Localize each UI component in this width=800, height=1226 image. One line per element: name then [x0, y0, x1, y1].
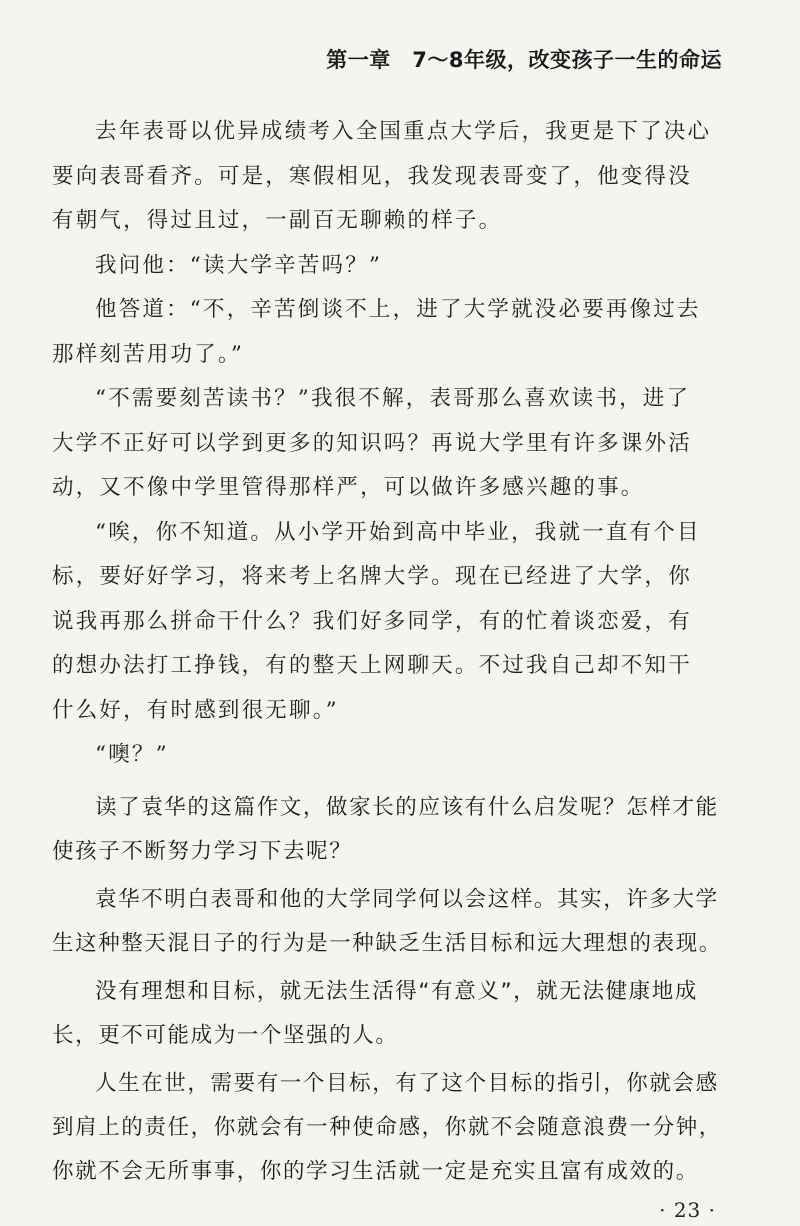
page-number: · 23 · — [659, 1198, 716, 1222]
essay-paragraph: “噢？” — [95, 742, 169, 767]
commentary-paragraph: 读了袁华的这篇作文，做家长的应该有什么启发呢？怎样才能使孩子不断努力学习下去呢？ — [52, 795, 719, 864]
student-essay-excerpt — [52, 110, 712, 778]
essay-paragraph: 我问他：“读大学辛苦吗？” — [95, 252, 383, 278]
essay-paragraph: “不需要刻苦读书？”我很不解，表哥那么喜欢读书，进了大学不正好可以学到更多的知识吗？再说大学里有许多课外活动，又不像中学里管得那样严，可以做许多感兴趣的事。 — [52, 386, 692, 500]
running-header: 第一章 7～8年级，改变孩子一生的命运 — [326, 48, 722, 72]
essay-paragraph: 去年表哥以优异成绩考入全国重点大学后，我更是下了决心要向表哥看齐。可是，寒假相见，我发现表哥变了，他变得没有朝气，得过且过，一副百无聊赖的样子。 — [52, 119, 712, 233]
commentary-paragraph: 没有理想和目标，就无法生活得“有意义”，就无法健康地成长，更不可能成为一个坚强的人。 — [52, 979, 698, 1048]
essay-paragraph: “唉，你不知道。从小学开始到高中毕业，我就一直有个目标，要好好学习，将来考上名牌大学。现在已经进了大学，你说我再那么拼命干什么？我们好多同学，有的忙着谈恋爱，有的想办法打工挣钱，有的整天上网聊天。不过我自己却不知干什么好，有时感到很无聊。” — [52, 519, 701, 723]
essay-paragraph: 他答道：“不，辛苦倒谈不上，进了大学就没必要再像过去那样刻苦用功了。” — [52, 297, 701, 367]
author-commentary — [52, 786, 722, 1198]
commentary-paragraph: 袁华不明白表哥和他的大学同学何以会这样。其实，许多大学生这种整天混日子的行为是一种缺乏生活目标和远大理想的表现。 — [52, 887, 722, 956]
commentary-paragraph: 人生在世，需要有一个目标，有了这个目标的指引，你就会感到肩上的责任，你就会有一种使命感，你就不会随意浪费一分钟，你就不会无所事事，你的学习生活就一定是充实且富有成效的。 — [52, 1071, 722, 1184]
